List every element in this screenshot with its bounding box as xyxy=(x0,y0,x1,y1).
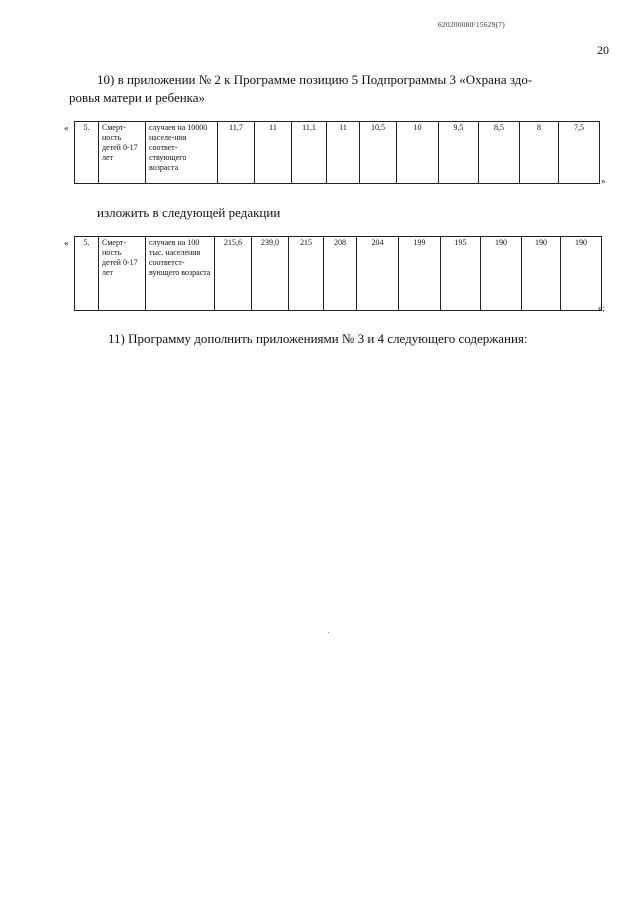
value-cell: 190 xyxy=(522,237,561,311)
value-cell: 7,5 xyxy=(559,122,600,184)
row-number: 5. xyxy=(75,122,99,184)
middle-text: изложить в следующей редакции xyxy=(97,205,281,220)
value-cell: 215 xyxy=(289,237,324,311)
new-row-table xyxy=(74,236,602,311)
new-row-close-quote: »; xyxy=(598,303,606,313)
unit-of-measure: случаев на 100 тыс. населения соответст-вующего возраста xyxy=(146,237,215,311)
closing-text: 11) Программу дополнить приложениями № 3 и 4 следующего содержания: xyxy=(108,331,528,346)
unit-of-measure: случаев на 10000 населе-ния соответ-ствующего возраста xyxy=(146,122,218,184)
value-cell: 190 xyxy=(481,237,522,311)
old-row-open-quote: « xyxy=(64,123,69,133)
value-cell: 11 xyxy=(327,122,360,184)
value-cell: 9,5 xyxy=(439,122,479,184)
new-row-open-quote: « xyxy=(64,238,69,248)
table-row xyxy=(75,122,600,184)
table-row xyxy=(75,237,602,311)
value-cell: 190 xyxy=(561,237,602,311)
value-cell: 10,5 xyxy=(360,122,397,184)
value-cell: 195 xyxy=(441,237,481,311)
value-cell: 11,1 xyxy=(292,122,327,184)
document-code: 620200080/15629(7) xyxy=(438,20,505,29)
value-cell: 208 xyxy=(324,237,357,311)
indicator-name: Смерт-ность детей 0-17 лет xyxy=(99,237,146,311)
value-cell: 11 xyxy=(255,122,292,184)
scan-speck xyxy=(328,632,329,633)
value-cell: 239,0 xyxy=(252,237,289,311)
value-cell: 8,5 xyxy=(479,122,520,184)
value-cell: 10 xyxy=(397,122,439,184)
value-cell: 204 xyxy=(357,237,399,311)
value-cell: 8 xyxy=(520,122,559,184)
row-number: 5. xyxy=(75,237,99,311)
intro-line-1: 10) в приложении № 2 к Программе позицию 5 Подпрограммы 3 «Охрана здо- xyxy=(97,72,533,87)
value-cell: 199 xyxy=(399,237,441,311)
old-row-table xyxy=(74,121,600,184)
old-row-close-quote: » xyxy=(601,176,606,186)
page-number: 20 xyxy=(597,43,609,57)
value-cell: 11,7 xyxy=(218,122,255,184)
intro-line-2: ровья матери и ребенка» xyxy=(69,90,206,105)
value-cell: 215,6 xyxy=(215,237,252,311)
indicator-name: Смерт-ность детей 0-17 лет xyxy=(99,122,146,184)
